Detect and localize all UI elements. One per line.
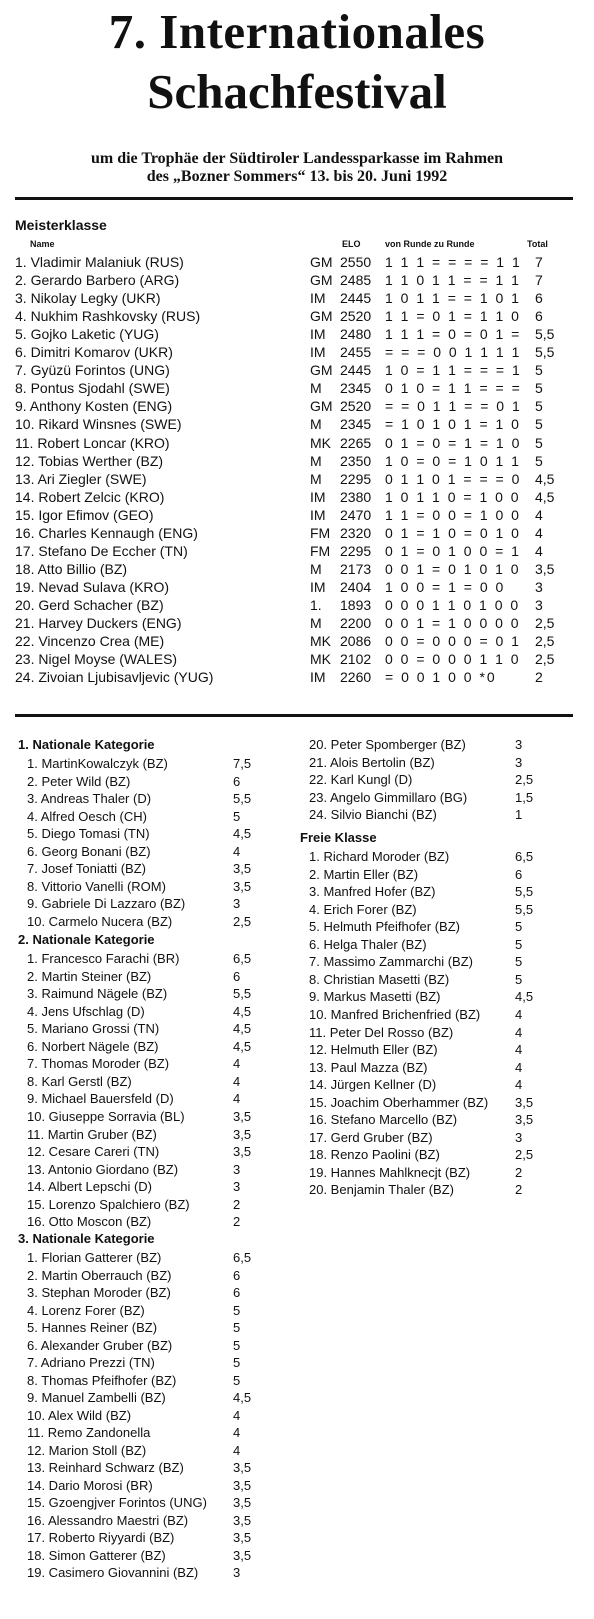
player-name: 19. Hannes Mahlknecjt (BZ) (309, 1164, 471, 1180)
player-elo: 2445 (340, 362, 372, 379)
player-name: 4. Nukhim Rashkovsky (RUS) (15, 308, 201, 325)
player-name: 14. Dario Morosi (BR) (27, 1477, 153, 1493)
player-name: 14. Robert Zelcic (KRO) (15, 488, 165, 505)
player-title: M (310, 560, 322, 577)
player-title: 1. (310, 596, 322, 613)
player-name: 8. Pontus Sjodahl (SWE) (15, 380, 170, 397)
player-name: 16. Otto Moscon (BZ) (27, 1214, 152, 1230)
column-header-elo: ELO (342, 239, 361, 249)
player-elo: 2320 (340, 524, 372, 541)
player-title: FM (310, 524, 331, 541)
player-title: MK (310, 633, 331, 650)
player-name: 17. Roberto Riyyardi (BZ) (27, 1530, 175, 1545)
player-points: 5 (233, 808, 241, 824)
column-header-name: Name (30, 239, 55, 249)
player-total: 5 (535, 416, 543, 433)
player-name: 6. Helga Thaler (BZ) (309, 936, 427, 952)
round-results: 0 1 = 1 0 = 0 1 0 (385, 524, 521, 541)
player-points: 5,5 (233, 986, 252, 1002)
player-points: 2 (515, 1182, 523, 1198)
player-points: 4 (515, 1024, 523, 1040)
player-points: 3,5 (233, 1530, 252, 1545)
player-elo: 2480 (340, 326, 372, 343)
player-name: 15. Igor Efimov (GEO) (15, 506, 154, 523)
player-points: 3,5 (233, 1460, 252, 1475)
player-name: 23. Nigel Moyse (WALES) (15, 651, 178, 668)
player-name: 5. Diego Tomasi (TN) (27, 826, 150, 842)
player-name: 22. Karl Kungl (D) (309, 772, 413, 788)
player-name: 10. Carmelo Nucera (BZ) (27, 913, 173, 929)
player-name: 20. Peter Spomberger (BZ) (309, 737, 466, 752)
round-results: 0 0 1 = 1 0 0 0 0 (385, 615, 521, 631)
player-points: 4 (233, 1091, 241, 1107)
player-name: 2. Martin Oberrauch (BZ) (27, 1267, 172, 1283)
player-title: M (310, 416, 322, 433)
player-points: 4,5 (233, 826, 252, 842)
player-name: 24. Zivoian Ljubisavljevic (YUG) (15, 669, 214, 686)
player-elo: 2295 (340, 542, 372, 559)
player-name: 14. Albert Lepschi (D) (27, 1179, 153, 1195)
player-name: 3. Andreas Thaler (D) (27, 791, 152, 807)
player-name: 8. Christian Masetti (BZ) (309, 971, 450, 987)
player-name: 8. Karl Gerstl (BZ) (27, 1073, 132, 1089)
player-elo: 2086 (340, 633, 372, 650)
player-title: IM (310, 488, 326, 505)
freie-klasse-heading: Freie Klasse (300, 830, 377, 845)
player-total: 5 (535, 362, 543, 379)
player-points: 4 (515, 1042, 523, 1058)
player-total: 2 (535, 669, 543, 686)
player-name: 4. Alfred Oesch (CH) (27, 808, 147, 824)
player-total: 5 (535, 434, 543, 451)
round-results: 1 1 = 0 0 = 1 0 0 (385, 506, 521, 523)
round-results: 0 1 = 0 = 1 = 1 0 (385, 434, 522, 451)
player-elo: 2380 (340, 488, 372, 505)
player-name: 19. Nevad Sulava (KRO) (15, 578, 170, 595)
player-elo: 2445 (340, 290, 372, 307)
player-total: 5,5 (535, 326, 555, 343)
player-elo: 2520 (340, 308, 372, 325)
player-total: 4,5 (535, 488, 555, 505)
player-name: 7. Josef Toniatti (BZ) (27, 861, 146, 877)
player-name: 2. Martin Steiner (BZ) (27, 968, 152, 984)
player-name: 9. Anthony Kosten (ENG) (15, 398, 173, 415)
player-elo: 1893 (340, 596, 372, 613)
player-total: 7 (535, 272, 543, 289)
round-results: 1 0 0 = 1 = 0 0 (385, 578, 506, 595)
player-points: 3,5 (233, 1547, 252, 1563)
player-name: 16. Alessandro Maestri (BZ) (27, 1512, 189, 1528)
player-name: 1. Francesco Farachi (BR) (27, 951, 180, 966)
player-name: 11. Peter Del Rosso (BZ) (309, 1024, 454, 1040)
round-results: 1 0 = 1 1 = = = 1 (385, 362, 522, 379)
round-results: = = = 0 0 1 1 1 1 (385, 344, 522, 361)
player-name: 20. Benjamin Thaler (BZ) (309, 1182, 454, 1198)
player-total: 5 (535, 398, 543, 415)
player-points: 6 (233, 1285, 241, 1300)
player-name: 3. Raimund Nägele (BZ) (27, 986, 168, 1002)
player-name: 12. Marion Stoll (BZ) (27, 1442, 147, 1458)
player-name: 4. Jens Ufschlag (D) (27, 1003, 145, 1019)
player-points: 4 (233, 843, 241, 859)
player-title: MK (310, 434, 331, 451)
player-title: MK (310, 651, 331, 668)
column-header-rounds: von Runde zu Runde (385, 239, 475, 249)
player-title: M (310, 380, 322, 397)
round-results: 1 0 1 1 0 = 1 0 0 (385, 488, 521, 505)
player-title: IM (310, 578, 326, 595)
player-name: 21. Alois Bertolin (BZ) (309, 754, 435, 770)
player-points: 7,5 (233, 756, 252, 771)
page-title-line-2: Schachfestival (147, 64, 447, 119)
player-name: 19. Casimero Giovannini (BZ) (27, 1565, 199, 1580)
player-elo: 2345 (340, 380, 372, 397)
player-points: 2,5 (515, 1147, 534, 1163)
player-points: 4 (233, 1442, 241, 1458)
player-name: 2. Gerardo Barbero (ARG) (15, 272, 180, 289)
player-total: 7 (535, 254, 543, 270)
round-results: 1 1 1 = 0 = 0 1 = (385, 326, 522, 343)
player-name: 7. Adriano Prezzi (TN) (27, 1355, 155, 1370)
page-subtitle-line-2: des „Bozner Sommers“ 13. bis 20. Juni 1992 (146, 168, 448, 185)
round-results: 0 0 0 1 1 0 1 0 0 (385, 596, 521, 613)
round-results: 1 1 0 1 1 = = 1 1 (385, 272, 521, 289)
player-title: GM (310, 254, 333, 270)
player-name: 10. Alex Wild (BZ) (27, 1407, 132, 1423)
player-name: 6. Georg Bonani (BZ) (27, 843, 151, 859)
player-points: 4,5 (233, 1003, 252, 1019)
player-total: 4 (535, 542, 543, 559)
player-name: 18. Simon Gatterer (BZ) (27, 1547, 166, 1563)
player-elo: 2173 (340, 560, 372, 577)
player-points: 5,5 (233, 791, 252, 807)
player-name: 4. Erich Forer (BZ) (309, 901, 417, 917)
player-points: 5,5 (515, 901, 534, 917)
player-name: 6. Norbert Nägele (BZ) (27, 1038, 159, 1054)
player-points: 2,5 (233, 913, 252, 929)
player-points: 3 (233, 1179, 241, 1195)
player-title: M (310, 615, 322, 631)
player-name: 6. Alexander Gruber (BZ) (27, 1337, 173, 1353)
divider-middle (15, 714, 573, 717)
player-name: 2. Martin Eller (BZ) (309, 866, 419, 882)
player-name: 12. Tobias Werther (BZ) (15, 452, 164, 469)
player-points: 6 (233, 773, 241, 789)
player-name: 15. Joachim Oberhammer (BZ) (309, 1094, 489, 1110)
player-name: 18. Atto Billio (BZ) (15, 560, 128, 577)
player-points: 4 (233, 1407, 241, 1423)
player-name: 15. Gzoengjver Forintos (UNG) (27, 1495, 207, 1510)
player-points: 6,5 (233, 951, 252, 966)
player-points: 5 (233, 1337, 241, 1353)
player-points: 4,5 (233, 1390, 252, 1405)
player-points: 5 (233, 1372, 241, 1388)
player-elo: 2470 (340, 506, 372, 523)
player-name: 10. Giuseppe Sorravia (BL) (27, 1108, 185, 1124)
round-results: 0 0 = 0 0 0 1 1 0 (385, 651, 521, 668)
player-total: 2,5 (535, 651, 555, 668)
player-title: FM (310, 542, 331, 559)
player-points: 5 (233, 1355, 241, 1370)
player-name: 18. Renzo Paolini (BZ) (309, 1147, 440, 1163)
player-title: IM (310, 344, 326, 361)
round-results: 0 1 = 0 1 0 0 = 1 (385, 542, 521, 559)
player-elo: 2200 (340, 615, 372, 631)
player-name: 1. MartinKowalczyk (BZ) (27, 756, 168, 771)
player-name: 5. Hannes Reiner (BZ) (27, 1320, 158, 1335)
round-results: 1 1 1 = = = = 1 1 (385, 254, 522, 270)
player-name: 3. Stephan Moroder (BZ) (27, 1285, 171, 1300)
round-results: = = 0 1 1 = = 0 1 (385, 398, 522, 415)
player-points: 4 (515, 1059, 523, 1075)
player-elo: 2520 (340, 398, 372, 415)
player-name: 17. Gerd Gruber (BZ) (309, 1129, 433, 1145)
player-points: 3 (515, 737, 523, 752)
player-name: 2. Peter Wild (BZ) (27, 773, 131, 789)
player-name: 1. Florian Gatterer (BZ) (27, 1250, 162, 1265)
player-name: 6. Dimitri Komarov (UKR) (15, 344, 173, 361)
player-name: 12. Helmuth Eller (BZ) (309, 1042, 438, 1058)
player-points: 4 (233, 1073, 241, 1089)
player-total: 4 (535, 524, 543, 541)
player-name: 5. Mariano Grossi (TN) (27, 1021, 160, 1037)
player-title: IM (310, 326, 326, 343)
player-title: GM (310, 398, 333, 415)
player-name: 3. Manfred Hofer (BZ) (309, 884, 436, 900)
player-points: 5 (233, 1302, 241, 1318)
player-name: 9. Gabriele Di Lazzaro (BZ) (27, 896, 186, 912)
player-name: 5. Helmuth Pfeifhofer (BZ) (309, 919, 460, 935)
round-results: 0 1 0 = 1 1 = = = (385, 380, 522, 397)
player-points: 3,5 (233, 1477, 252, 1493)
player-points: 6 (515, 866, 523, 882)
player-title: IM (310, 669, 326, 686)
player-name: 17. Stefano De Eccher (TN) (15, 542, 188, 559)
player-name: 1. Vladimir Malaniuk (RUS) (15, 254, 184, 270)
player-points: 2,5 (515, 772, 534, 788)
player-points: 3,5 (233, 1512, 252, 1528)
player-name: 12. Cesare Careri (TN) (27, 1144, 160, 1160)
player-name: 16. Stefano Marcello (BZ) (309, 1112, 458, 1128)
player-points: 4 (515, 1077, 523, 1093)
player-name: 9. Markus Masetti (BZ) (309, 989, 441, 1005)
round-results: 1 0 = 0 = 1 0 1 1 (385, 452, 521, 469)
player-total: 3,5 (535, 560, 555, 577)
player-total: 6 (535, 290, 543, 307)
player-points: 6,5 (233, 1250, 252, 1265)
player-name: 7. Massimo Zammarchi (BZ) (309, 954, 473, 970)
round-results: 0 1 1 0 1 = = = 0 (385, 470, 522, 487)
player-points: 5,5 (515, 884, 534, 900)
player-name: 4. Lorenz Forer (BZ) (27, 1302, 145, 1318)
player-points: 5 (515, 954, 523, 970)
player-title: M (310, 470, 322, 487)
player-points: 3,5 (233, 1126, 252, 1142)
player-points: 3,5 (233, 861, 252, 877)
player-total: 2,5 (535, 633, 555, 650)
player-total: 2,5 (535, 615, 555, 631)
player-name: 15. Lorenzo Spalchiero (BZ) (27, 1196, 190, 1212)
player-name: 14. Jürgen Kellner (D) (309, 1077, 437, 1093)
player-name: 8. Thomas Pfeifhofer (BZ) (27, 1372, 177, 1388)
round-results: 1 1 = 0 1 = 1 1 0 (385, 308, 521, 325)
player-name: 1. Richard Moroder (BZ) (309, 849, 450, 864)
player-name: 20. Gerd Schacher (BZ) (15, 596, 164, 613)
player-points: 2 (233, 1214, 241, 1230)
player-name: 10. Rikard Winsnes (SWE) (15, 416, 182, 433)
player-name: 21. Harvey Duckers (ENG) (15, 615, 182, 631)
player-elo: 2260 (340, 669, 372, 686)
player-name: 22. Vincenzo Crea (ME) (15, 633, 165, 650)
player-points: 4 (233, 1056, 241, 1072)
player-points: 2 (233, 1196, 241, 1212)
player-name: 9. Manuel Zambelli (BZ) (27, 1390, 166, 1405)
player-points: 5 (515, 936, 523, 952)
player-points: 3,5 (233, 1495, 252, 1510)
player-name: 9. Michael Bauersfeld (D) (27, 1091, 174, 1107)
player-name: 13. Reinhard Schwarz (BZ) (27, 1460, 184, 1475)
player-name: 3. Nikolay Legky (UKR) (15, 290, 161, 307)
player-points: 5 (233, 1320, 241, 1335)
player-title: GM (310, 362, 333, 379)
page-subtitle-line-1: um die Trophäe der Südtiroler Landessparkasse im Rahmen (90, 150, 504, 167)
player-name: 7. Gyüzü Forintos (UNG) (15, 362, 170, 379)
player-total: 5 (535, 380, 543, 397)
player-elo: 2102 (340, 651, 372, 668)
player-points: 6 (233, 968, 241, 984)
player-elo: 2350 (340, 452, 372, 469)
player-name: 13. Ari Ziegler (SWE) (15, 470, 147, 487)
player-total: 5 (535, 452, 543, 469)
player-total: 3 (535, 596, 543, 613)
player-name: 7. Thomas Moroder (BZ) (27, 1056, 170, 1072)
player-name: 11. Martin Gruber (BZ) (27, 1126, 157, 1142)
player-elo: 2550 (340, 254, 372, 270)
player-points: 4,5 (233, 1021, 252, 1037)
player-points: 3 (233, 896, 241, 912)
meister-heading: Meisterklasse (15, 217, 107, 233)
player-total: 6 (535, 308, 543, 325)
player-points: 3 (515, 754, 523, 770)
player-title: IM (310, 290, 326, 307)
round-results: 0 0 = 0 0 0 = 0 1 (385, 633, 521, 650)
column-header-total: Total (527, 239, 548, 249)
player-points: 3,5 (515, 1094, 534, 1110)
divider-top (15, 197, 573, 200)
player-points: 1,5 (515, 789, 534, 805)
player-points: 3 (515, 1129, 523, 1145)
player-title: IM (310, 506, 326, 523)
player-name: 16. Charles Kennaugh (ENG) (15, 524, 198, 541)
player-name: 5. Gojko Laketic (YUG) (15, 326, 159, 343)
player-points: 4,5 (515, 989, 534, 1005)
player-points: 3,5 (515, 1112, 534, 1128)
player-total: 4 (535, 506, 543, 523)
player-points: 6 (233, 1267, 241, 1283)
player-points: 3,5 (233, 1108, 252, 1124)
page-title-line-1: 7. Internationales (108, 4, 486, 59)
player-elo: 2485 (340, 272, 372, 289)
player-name: 11. Robert Loncar (KRO) (15, 434, 170, 451)
player-name: 8. Vittorio Vanelli (ROM) (27, 878, 166, 894)
player-title: M (310, 452, 322, 469)
player-name: 24. Silvio Bianchi (BZ) (309, 807, 437, 823)
player-total: 4,5 (535, 470, 555, 487)
player-points: 3,5 (233, 1144, 252, 1160)
round-results: 0 0 1 = 0 1 0 1 0 (385, 560, 521, 577)
player-points: 3,5 (233, 878, 252, 894)
player-name: 23. Angelo Gimmillaro (BG) (309, 789, 468, 805)
national3-heading: 3. Nationale Kategorie (18, 1231, 155, 1246)
player-points: 6,5 (515, 849, 534, 864)
round-results: 1 0 1 1 = = 1 0 1 (385, 290, 521, 307)
player-title: GM (310, 272, 333, 289)
player-points: 2 (515, 1164, 523, 1180)
player-total: 3 (535, 578, 543, 595)
player-elo: 2265 (340, 434, 372, 451)
player-points: 3 (233, 1565, 241, 1580)
player-points: 4,5 (233, 1038, 252, 1054)
round-results: = 0 0 1 0 0 *0 (385, 669, 497, 686)
player-points: 5 (515, 971, 523, 987)
player-points: 4 (233, 1425, 241, 1440)
player-points: 5 (515, 919, 523, 935)
player-points: 4 (515, 1006, 523, 1022)
player-name: 10. Manfred Brichenfried (BZ) (309, 1006, 481, 1022)
player-points: 1 (515, 807, 523, 823)
player-elo: 2455 (340, 344, 372, 361)
player-elo: 2295 (340, 470, 372, 487)
national2-heading: 2. Nationale Kategorie (18, 932, 155, 947)
player-title: GM (310, 308, 333, 325)
national1-heading: 1. Nationale Kategorie (18, 737, 155, 752)
player-points: 3 (233, 1161, 241, 1177)
player-name: 13. Antonio Giordano (BZ) (27, 1161, 179, 1177)
player-name: 11. Remo Zandonella (27, 1425, 151, 1440)
round-results: = 1 0 1 0 1 = 1 0 (385, 416, 521, 433)
player-elo: 2404 (340, 578, 372, 595)
player-name: 13. Paul Mazza (BZ) (309, 1059, 428, 1075)
player-total: 5,5 (535, 344, 555, 361)
player-elo: 2345 (340, 416, 372, 433)
